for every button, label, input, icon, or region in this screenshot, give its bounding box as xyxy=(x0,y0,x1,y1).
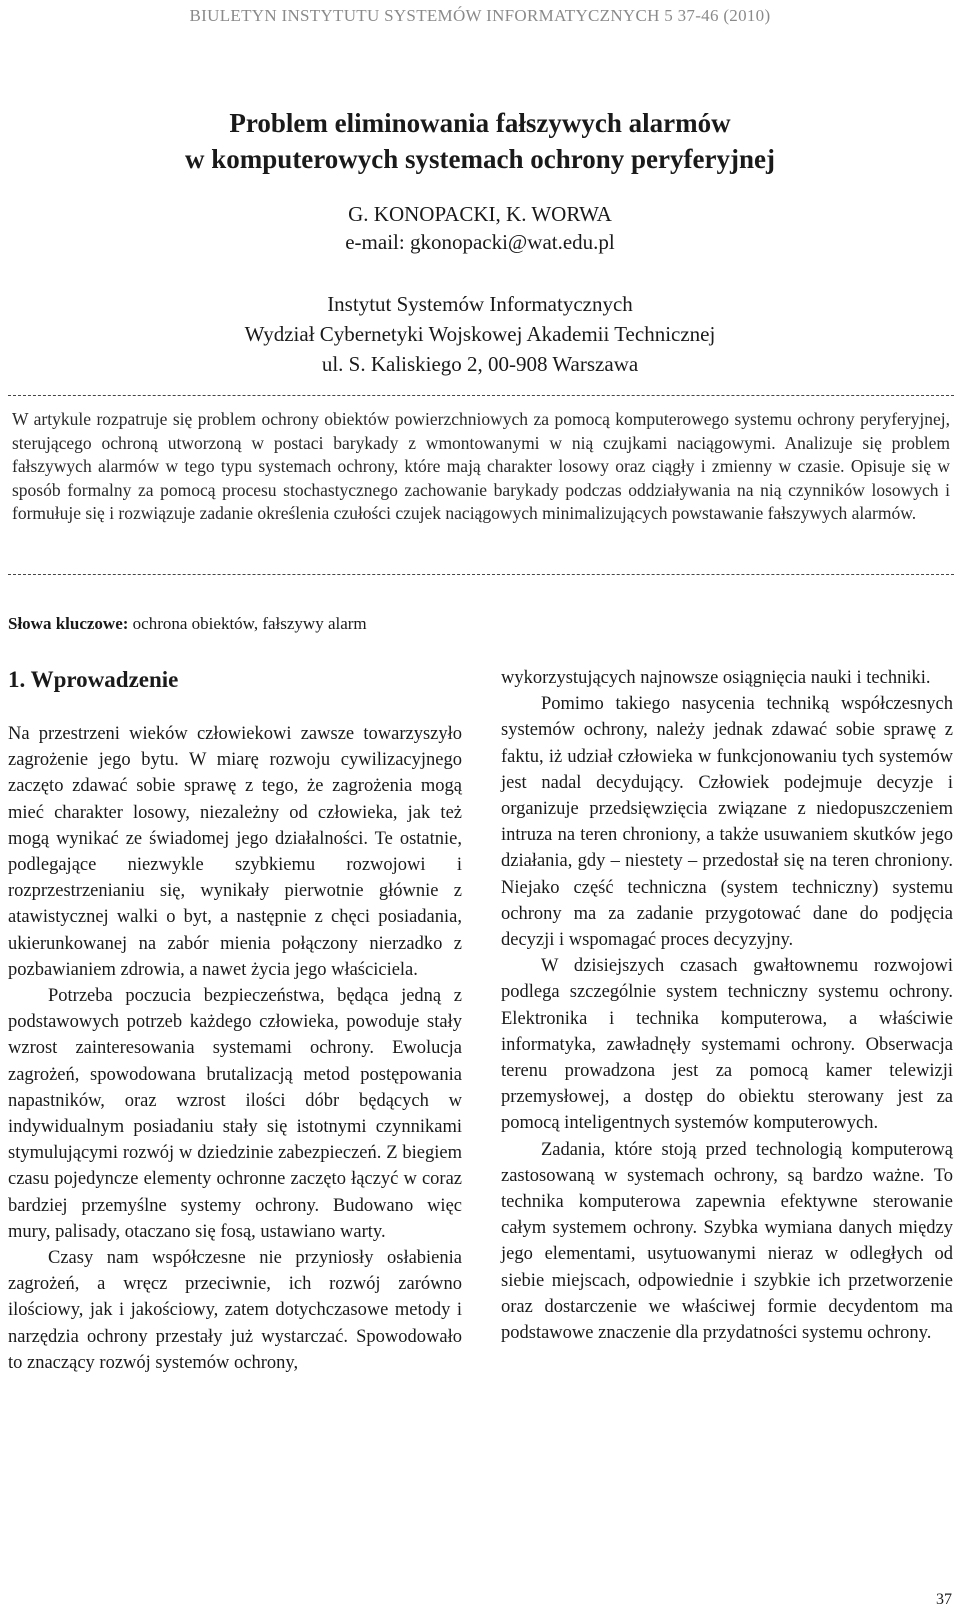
abstract-top-divider xyxy=(8,395,954,396)
affiliation-line-2: Wydział Cybernetyki Wojskowej Akademii Technicznej xyxy=(244,322,716,346)
authors: G. KONOPACKI, K. WORWA xyxy=(348,202,612,226)
keywords-text: ochrona obiektów, fałszywy alarm xyxy=(128,614,367,633)
paragraph: wykorzystujących najnowsze osiągnięcia nauki i techniki. xyxy=(501,668,931,688)
affiliation-line-3: ul. S. Kaliskiego 2, 00-908 Warszawa xyxy=(321,352,639,376)
paragraph: Zadania, które stoją przed technologią komputerową zastosowaną w systemach ochrony, są bardzo ważne. To technika komputerowa zapewnia efektywne sterowanie całym systemem ochrony. Szybka wymiana danych między jego elementami, usytuowanymi nieraz w odległych od siebie miejscach, odpowiednie i szybkie ich przetworzenie oraz dostarczenie we właściwej formie decydentom ma podstawowe znaczenie dla przydatności systemu ochrony. xyxy=(501,1139,953,1344)
affiliation xyxy=(0,289,960,379)
affiliation-line-1: Instytut Systemów Informatycznych xyxy=(327,292,633,316)
paragraph: Na przestrzeni wieków człowiekowi zawsze towarzyszyło zagrożenie jego bytu. W miarę rozwoju cywilizacyjnego zaczęto zdawać sobie sprawę z tego, że zagrożenia mogą mieć charakter losowy, niezależny od człowieka, jak też mogą wynikać ze świadomej jego działalności. Te ostatnie, podlegające niezwykle szybkiemu rozwojowi i rozprzestrzenianiu się, wynikały pierwotnie głównie z atawistycznej walki o byt, a następnie z chęci posiadania, ukierunkowanej na zabór mienia połączony nierzadko z pozbawianiem zdrowia, a nawet życia jego właściciela. xyxy=(8,724,462,980)
paragraph: W dzisiejszych czasach gwałtownemu rozwojowi podlega szczególnie system techniczny systemu ochrony. Elektronika i technika komputerowa, a właściwie informatyka, zawładnęły systemami ochrony. Obserwacja terenu prowadzona jest za pomocą kamer telewizji przemysłowej, a dostęp do obiektu sterowany jest za pomocą inteligentnych systemów komputerowych. xyxy=(501,956,953,1134)
keywords xyxy=(8,612,908,636)
author-block xyxy=(0,200,960,256)
abstract-bottom-divider xyxy=(8,574,954,575)
paragraph: Pomimo takiego nasycenia techniką współczesnych systemów ochrony, należy jednak zdawać sobie sprawę z faktu, iż udział człowieka w funkcjonowaniu tych systemów jest nadal decydujący. Człowiek podejmuje decyzje i organizuje przedsięwzięcia związane z niedopuszczeniem intruza na teren chroniony, a także usuwaniem skutków jego działania, gdy – niestety – przedostał się na teren chroniony. Niejako część techniczna (system techniczny) systemu ochrony ma za zadanie przygotować dane do podjęcia decyzji i wspomagać proces decyzyjny. xyxy=(501,694,953,951)
title-line-1: Problem eliminowania fałszywych alarmów xyxy=(229,108,731,138)
abstract: W artykule rozpatruje się problem ochrony obiektów powierzchniowych za pomocą komputerowego systemu ochrony peryferyjnej, sterującego ochroną utworzoną w postaci barykady z wmontowanymi w nią czujkami naciągowymi. Analizuje się problem fałszywych alarmów w tego typu systemach ochrony, które mają charakter losowy oraz ciągły i zmienny w czasie. Opisuje się w sposób formalny za pomocą procesu stochastycznego zachowanie barykady podczas oddziaływania na nią czynników losowych i formułuje się i rozwiązuje zadanie określenia czułości czujek naciągowych minimalizujących powstawanie fałszywych alarmów. xyxy=(12,409,950,523)
section-heading: 1. Wprowadzenie xyxy=(8,667,179,692)
paragraph: Potrzeba poczucia bezpieczeństwa, będąca jedną z podstawowych potrzeb każdego człowieka, powoduje stały wzrost zainteresowania systemami ochrony. Ewolucja zagrożeń, spowodowana brutalizacją metod postępowania napastników, oraz wzrost ilości dóbr będących w indywidualnym posiadaniu stały się istotnymi czynnikami stymulującymi rozwój w dziedzinie zabezpieczeń. Z biegiem czasu pojedyncze elementy ochronne zaczęto łączyć w coraz bardziej przemyślne systemy ochrony. Budowano więc mury, palisady, otaczano się fosą, ustawiano warty. xyxy=(8,986,462,1242)
title-line-2: w komputerowych systemach ochrony peryferyjnej xyxy=(185,144,775,174)
keywords-label: Słowa kluczowe: xyxy=(8,614,129,633)
page-number: 37 xyxy=(936,1591,952,1608)
right-column xyxy=(501,665,953,1346)
left-column xyxy=(8,721,462,1376)
paragraph: Czasy nam współczesne nie przyniosły osłabienia zagrożeń, a wręcz przeciwnie, ich rozwój zarówno ilościowy, jak i jakościowy, zatem dotychczasowe metody i narzędzia ochrony przestały już wystarczać. Spowodowało to znaczący rozwój systemów ochrony, xyxy=(8,1248,462,1373)
paper-title xyxy=(0,105,960,177)
running-head: BIULETYN INSTYTUTU SYSTEMÓW INFORMATYCZNYCH 5 37-46 (2010) xyxy=(189,6,771,25)
author-email: e-mail: gkonopacki@wat.edu.pl xyxy=(345,230,615,254)
